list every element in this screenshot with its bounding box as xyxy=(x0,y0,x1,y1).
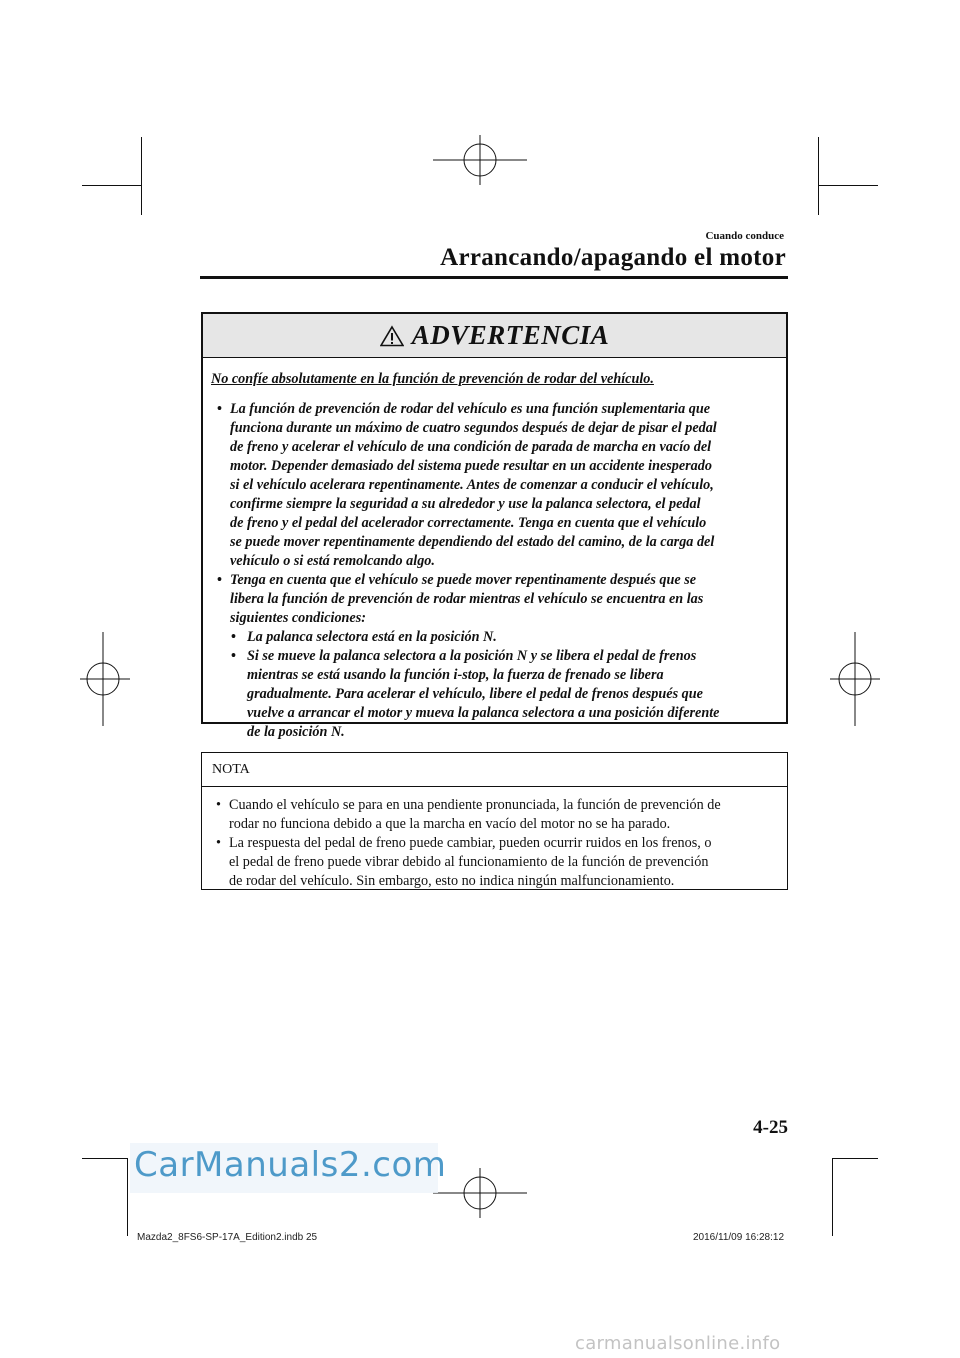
warning-line: mientras se está usando la función i-stop, la fuerza de frenado se libera xyxy=(247,667,664,683)
warning-title: ADVERTENCIA xyxy=(411,320,610,350)
note-line: Cuando el vehículo se para en una pendiente pronunciada, la función de prevención de xyxy=(229,797,721,813)
warning-line: si el vehículo acelerara repentinamente. Antes de comenzar a conducir el vehículo, xyxy=(230,477,714,493)
warning-line: La función de prevención de rodar del vehículo es una función suplementaria que xyxy=(230,401,711,417)
note-title: NOTA xyxy=(202,753,787,787)
note-item xyxy=(210,796,777,834)
warning-line: libera la función de prevención de rodar mientras el vehículo se encuentra en las xyxy=(230,591,704,607)
warning-line: funciona durante un máximo de cuatro segundos después de dejar de pisar el pedal xyxy=(230,420,717,436)
warning-sub-item xyxy=(211,628,774,647)
footer-timestamp: 2016/11/09 16:28:12 xyxy=(693,1232,785,1243)
warning-item xyxy=(211,400,774,571)
warning-intro: No confíe absolutamente en la función de prevención de rodar del vehículo. xyxy=(211,371,654,387)
footer-file: Mazda2_8FS6-SP-17A_Edition2.indb 25 xyxy=(137,1232,318,1243)
watermark-logo: CarManuals2.com xyxy=(134,1145,447,1185)
note-line: rodar no funciona debido a que la marcha en vacío del motor no se ha parado. xyxy=(229,816,671,832)
note-line: La respuesta del pedal de freno puede cambiar, pueden ocurrir ruidos en los frenos, o xyxy=(229,835,712,851)
registration-mark-top xyxy=(433,135,527,185)
watermark-bottom: carmanualsonline.info xyxy=(575,1333,781,1354)
warning-body xyxy=(203,358,786,742)
bullet-icon: • xyxy=(231,648,236,664)
header-rule xyxy=(200,276,788,279)
note-body xyxy=(202,787,787,891)
warning-line: se puede mover repentinamente dependiendo del estado del camino, de la carga del xyxy=(230,534,715,550)
registration-mark-right xyxy=(830,632,880,726)
bullet-icon: • xyxy=(216,835,221,851)
warning-line: gradualmente. Para acelerar el vehículo, libere el pedal de frenos después que xyxy=(247,686,703,702)
warning-line: Tenga en cuenta que el vehículo se puede mover repentinamente después que se xyxy=(230,572,697,588)
warning-line: vuelve a arrancar el motor y mueva la palanca selectora a una posición diferente xyxy=(247,705,720,721)
bullet-icon: • xyxy=(231,629,236,645)
note-line: de rodar del vehículo. Sin embargo, esto no indica ningún malfuncionamiento. xyxy=(229,873,675,889)
note-item xyxy=(210,834,777,891)
page-number: 4-25 xyxy=(753,1117,788,1138)
warning-line: de freno y el pedal del acelerador correctamente. Tenga en cuenta que el vehículo xyxy=(230,515,707,531)
warning-line: confirme siempre la seguridad a su alrededor y use la palanca selectora, el pedal xyxy=(230,496,701,512)
section-title: Arrancando/apagando el motor xyxy=(440,244,786,271)
warning-header xyxy=(203,314,786,358)
warning-line: de la posición N. xyxy=(247,724,345,740)
note-box xyxy=(201,752,788,890)
bullet-icon: • xyxy=(216,797,221,813)
warning-line: de freno y acelerar el vehículo de una condición de parada de marcha en vacío del xyxy=(230,439,712,455)
note-line: el pedal de freno puede vibrar debido al funcionamiento de la función de prevención xyxy=(229,854,709,870)
warning-line: motor. Depender demasiado del sistema puede resultar en un accidente inesperado xyxy=(230,458,712,474)
bullet-icon: • xyxy=(217,572,222,588)
warning-line: La palanca selectora está en la posición N. xyxy=(247,629,497,645)
warning-line: siguientes condiciones: xyxy=(230,610,366,626)
registration-mark-left xyxy=(80,632,130,726)
warning-item xyxy=(211,571,774,628)
registration-mark-bottom xyxy=(433,1168,527,1218)
bullet-icon: • xyxy=(217,401,222,417)
section-label: Cuando conduce xyxy=(705,230,784,242)
warning-box xyxy=(201,312,788,740)
warning-triangle-icon xyxy=(380,325,404,347)
warning-sub-item xyxy=(211,647,774,742)
warning-line: vehículo o si está remolcando algo. xyxy=(230,553,435,569)
warning-line: Si se mueve la palanca selectora a la posición N y se libera el pedal de frenos xyxy=(247,648,697,664)
